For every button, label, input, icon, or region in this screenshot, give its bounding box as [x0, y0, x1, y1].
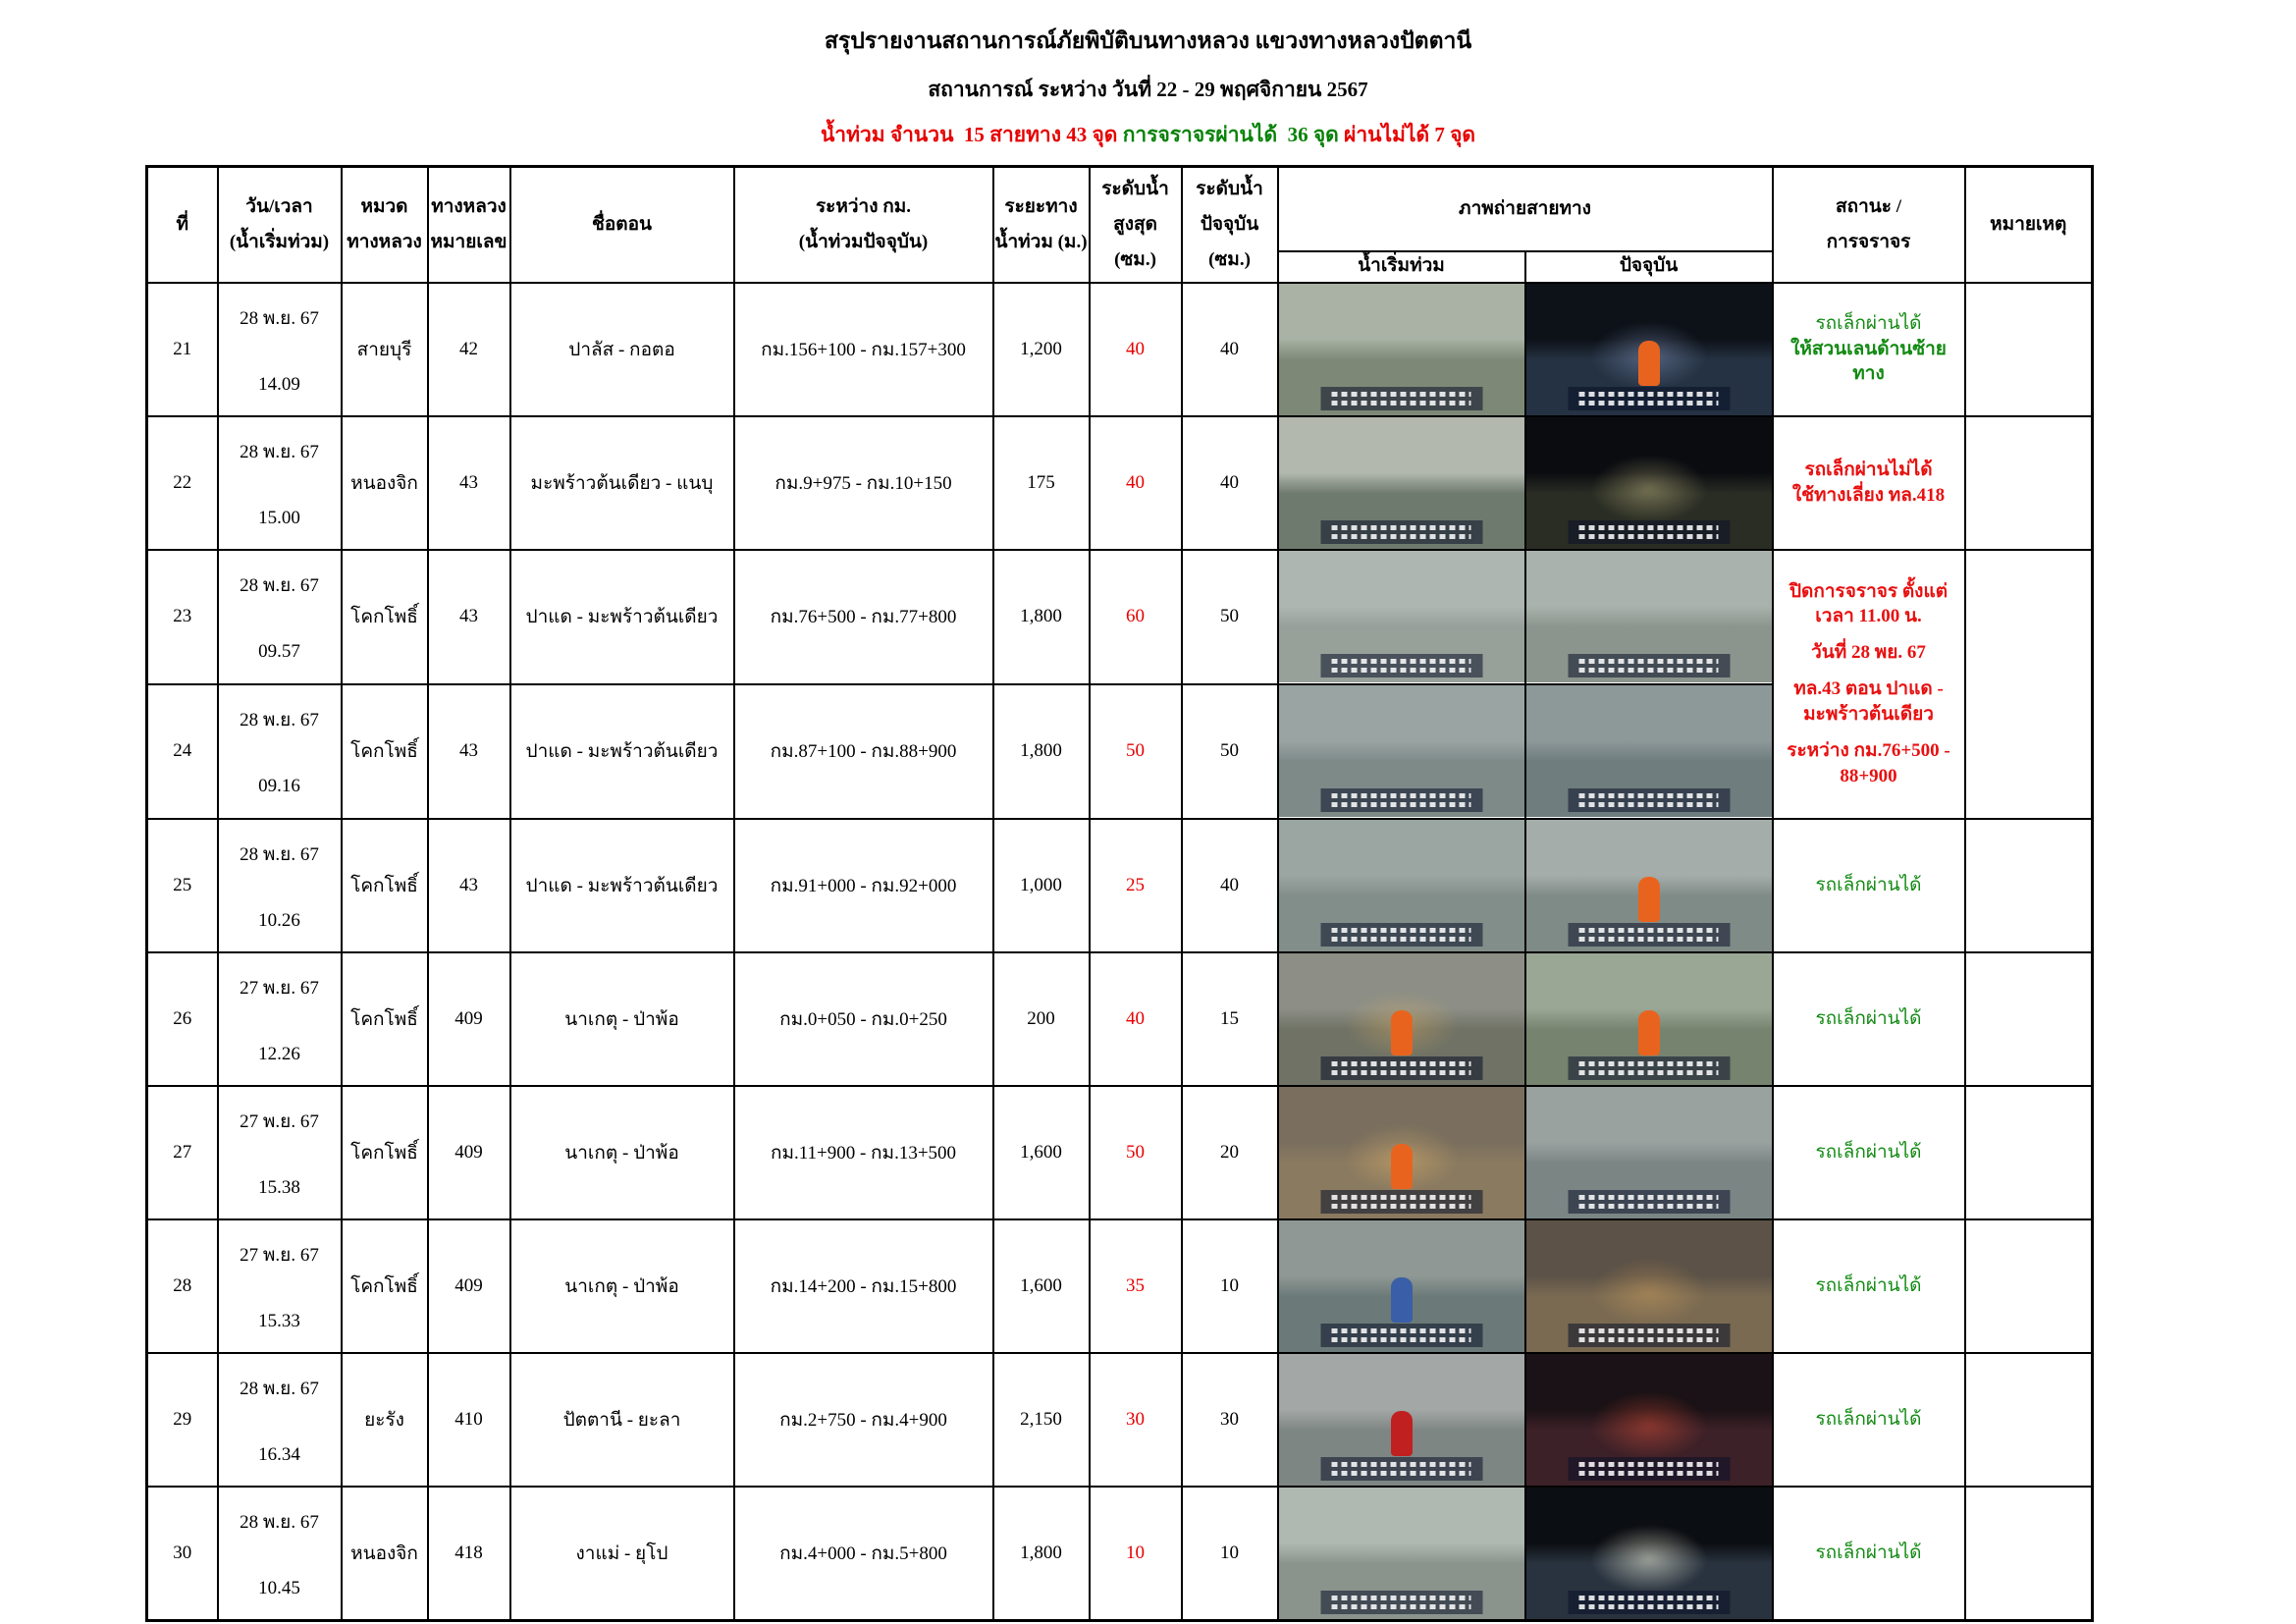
road-photo-current-image: [1526, 953, 1772, 1085]
cell-km-range: กม.2+750 - กม.4+900: [734, 1353, 993, 1487]
road-photo-current-image: [1526, 284, 1772, 415]
road-photo-flood-begin-image: [1279, 1354, 1524, 1486]
datetime-stack: [219, 417, 341, 549]
traffic-status-lines: [1774, 551, 1964, 818]
header-flood-length: ระยะทาง น้ำท่วม (ม.): [993, 167, 1090, 283]
cell-remark: [1965, 416, 2093, 550]
road-photo-current-image: [1526, 820, 1772, 951]
flood-start-date: 28 พ.ย. 67: [240, 1511, 319, 1533]
cell-traffic-status: [1773, 283, 1965, 416]
road-photo-flood-begin-image: [1279, 685, 1524, 817]
road-photo-flood-begin: [1278, 416, 1525, 550]
cell-water-level-max: 30: [1090, 1353, 1182, 1487]
photo-caption-overlay: [1568, 1591, 1730, 1614]
summary-segment: การจราจรผ่านได้ 36 จุด: [1122, 123, 1345, 146]
flood-start-time: 14.09: [258, 373, 300, 395]
traffic-status-lines: [1774, 1256, 1964, 1317]
datetime-stack: [219, 284, 341, 415]
person-figure: [1638, 877, 1660, 922]
cell-water-level-now: 30: [1182, 1353, 1278, 1487]
cell-section-name: นาเกตุ - ป่าพ้อ: [510, 1219, 734, 1353]
road-photo-current-image: [1526, 417, 1772, 549]
cell-flood-length: 1,800: [993, 684, 1090, 819]
report-summary: [0, 119, 2296, 151]
flood-start-time: 09.16: [258, 776, 300, 796]
traffic-status-text: รถเล็กผ่านได้: [1815, 874, 1922, 895]
photo-caption-overlay: [1320, 1324, 1482, 1347]
photo-caption-overlay: [1568, 1056, 1730, 1080]
cell-remark: [1965, 283, 2093, 416]
header-route-number: ทางหลวง หมายเลข: [428, 167, 510, 283]
road-photo-flood-begin: [1278, 1219, 1525, 1353]
report-title: สรุปรายงานสถานการณ์ภัยพิบัติบนทางหลวง แขวงทางหลวงปัตตานี: [824, 28, 1472, 53]
road-photo-flood-begin: [1278, 952, 1525, 1086]
header-photo-begin: น้ำเริ่มท่วม: [1278, 251, 1525, 283]
cell-division: โคกโพธิ์: [342, 819, 428, 952]
road-photo-flood-begin: [1278, 283, 1525, 416]
table-row: [147, 1086, 2093, 1219]
traffic-status-text: ให้สวนเลนด้านซ้ายทาง: [1790, 338, 1947, 385]
cell-traffic-status: [1773, 1219, 1965, 1353]
traffic-status-lines: [1774, 440, 1964, 525]
traffic-status-text: รถเล็กผ่านได้: [1815, 1274, 1922, 1296]
cell-datetime: [218, 1219, 342, 1353]
header-photos: ภาพถ่ายสายทาง: [1278, 167, 1773, 251]
cell-water-level-now: 10: [1182, 1219, 1278, 1353]
cell-traffic-status: [1773, 1353, 1965, 1487]
cell-km-range: กม.9+975 - กม.10+150: [734, 416, 993, 550]
road-photo-current-image: [1526, 1354, 1772, 1486]
cell-section-name: ปาลัส - กอตอ: [510, 283, 734, 416]
cell-no: 27: [147, 1086, 218, 1219]
cell-route-number: 409: [428, 1086, 510, 1219]
cell-section-name: งาแม่ - ยุโป: [510, 1487, 734, 1621]
datetime-stack: [219, 1354, 341, 1486]
cell-route-number: 43: [428, 684, 510, 819]
flood-report-table: [145, 165, 2094, 1622]
cell-no: 26: [147, 952, 218, 1086]
report-header: [0, 0, 2296, 151]
cell-km-range: กม.87+100 - กม.88+900: [734, 684, 993, 819]
photo-caption-overlay: [1568, 788, 1730, 812]
traffic-status-text: รถเล็กผ่านได้: [1815, 313, 1922, 335]
cell-no: 22: [147, 416, 218, 550]
traffic-status-lines: [1774, 1389, 1964, 1450]
road-photo-current: [1525, 283, 1773, 416]
photo-caption-overlay: [1568, 923, 1730, 947]
cell-route-number: 409: [428, 1219, 510, 1353]
datetime-stack: [219, 1488, 341, 1619]
photo-caption-overlay: [1568, 520, 1730, 544]
cell-flood-length: 2,150: [993, 1353, 1090, 1487]
header-remark: หมายเหตุ: [1965, 167, 2093, 283]
cell-section-name: ปาแด - มะพร้าวต้นเดียว: [510, 550, 734, 684]
cell-route-number: 42: [428, 283, 510, 416]
road-photo-current: [1525, 416, 1773, 550]
cell-datetime: [218, 550, 342, 684]
cell-division: ยะรัง: [342, 1353, 428, 1487]
cell-water-level-now: 40: [1182, 416, 1278, 550]
cell-remark: [1965, 1353, 2093, 1487]
cell-water-level-now: 50: [1182, 684, 1278, 819]
flood-start-date: 27 พ.ย. 67: [240, 977, 319, 999]
road-photo-current-image: [1526, 1488, 1772, 1619]
traffic-status-lines: [1774, 855, 1964, 916]
datetime-stack: [219, 685, 341, 817]
cell-datetime: [218, 684, 342, 819]
road-photo-flood-begin-image: [1279, 820, 1524, 951]
road-photo-current-image: [1526, 551, 1772, 682]
table-row: [147, 1219, 2093, 1353]
cell-km-range: กม.76+500 - กม.77+800: [734, 550, 993, 684]
flood-start-date: 28 พ.ย. 67: [240, 710, 319, 731]
datetime-stack: [219, 953, 341, 1085]
cell-datetime: [218, 952, 342, 1086]
table-row: [147, 550, 2093, 684]
table-row: [147, 416, 2093, 550]
flood-start-date: 28 พ.ย. 67: [240, 1378, 319, 1399]
photo-caption-overlay: [1320, 923, 1482, 947]
traffic-status-text: วันที่ 28 พย. 67: [1811, 642, 1926, 664]
cell-flood-length: 175: [993, 416, 1090, 550]
table-row: [147, 1487, 2093, 1621]
traffic-status-text: ปิดการจราจร ตั้งแต่เวลา 11.00 น.: [1789, 580, 1949, 627]
cell-datetime: [218, 283, 342, 416]
traffic-status-text: รถเล็กผ่านได้: [1815, 1007, 1922, 1029]
cell-km-range: กม.156+100 - กม.157+300: [734, 283, 993, 416]
photo-caption-overlay: [1568, 1190, 1730, 1214]
light-glow: [1590, 455, 1708, 523]
table-row: [147, 819, 2093, 952]
cell-water-level-now: 40: [1182, 283, 1278, 416]
cell-km-range: กม.0+050 - กม.0+250: [734, 952, 993, 1086]
traffic-status-text: ใช้ทางเลี่ยง ทล.418: [1791, 484, 1946, 506]
cell-division: โคกโพธิ์: [342, 684, 428, 819]
road-photo-flood-begin-image: [1279, 1220, 1524, 1352]
flood-start-date: 28 พ.ย. 67: [240, 307, 319, 329]
cell-no: 28: [147, 1219, 218, 1353]
road-photo-current-image: [1526, 1220, 1772, 1352]
road-photo-current: [1525, 684, 1773, 819]
cell-flood-length: 1,000: [993, 819, 1090, 952]
cell-division: สายบุรี: [342, 283, 428, 416]
cell-datetime: [218, 1353, 342, 1487]
flood-start-date: 28 พ.ย. 67: [240, 441, 319, 462]
road-photo-current: [1525, 952, 1773, 1086]
flood-start-time: 15.00: [258, 507, 300, 528]
cell-water-level-max: 35: [1090, 1219, 1182, 1353]
summary-segment: น้ำท่วม จำนวน 15 สายทาง 43 จุด: [820, 123, 1123, 146]
cell-remark: [1965, 1086, 2093, 1219]
flood-start-time: 15.33: [258, 1310, 300, 1331]
datetime-stack: [219, 551, 341, 682]
photo-caption-overlay: [1320, 788, 1482, 812]
road-photo-current-image: [1526, 685, 1772, 817]
traffic-status-text: รถเล็กผ่านได้: [1815, 1542, 1922, 1563]
header-traffic-status: สถานะ / การจราจร: [1773, 167, 1965, 283]
cell-section-name: ปาแด - มะพร้าวต้นเดียว: [510, 684, 734, 819]
cell-route-number: 409: [428, 952, 510, 1086]
cell-water-level-max: 50: [1090, 684, 1182, 819]
cell-remark: [1965, 952, 2093, 1086]
flood-start-date: 27 พ.ย. 67: [240, 1244, 319, 1266]
road-photo-current: [1525, 1353, 1773, 1487]
road-photo-flood-begin: [1278, 684, 1525, 819]
cell-section-name: ปัตตานี - ยะลา: [510, 1353, 734, 1487]
person-figure: [1638, 1010, 1660, 1056]
cell-traffic-status: [1773, 952, 1965, 1086]
cell-water-level-now: 10: [1182, 1487, 1278, 1621]
cell-section-name: นาเกตุ - ป่าพ้อ: [510, 1086, 734, 1219]
photo-caption-overlay: [1568, 654, 1730, 677]
traffic-status-lines: [1774, 294, 1964, 405]
header-section-name: ชื่อตอน: [510, 167, 734, 283]
cell-remark: [1965, 819, 2093, 952]
cell-division: หนองจิก: [342, 1487, 428, 1621]
road-photo-current-image: [1526, 1087, 1772, 1218]
cell-remark: [1965, 1219, 2093, 1353]
photo-caption-overlay: [1568, 387, 1730, 410]
cell-km-range: กม.11+900 - กม.13+500: [734, 1086, 993, 1219]
traffic-status-text: รถเล็กผ่านไม่ได้: [1804, 459, 1933, 480]
cell-traffic-status: [1773, 819, 1965, 952]
header-photo-now: ปัจจุบัน: [1525, 251, 1773, 283]
cell-division: โคกโพธิ์: [342, 952, 428, 1086]
flood-start-time: 10.45: [258, 1577, 300, 1598]
flood-start-time: 09.57: [258, 641, 300, 662]
cell-division: โคกโพธิ์: [342, 1086, 428, 1219]
cell-section-name: นาเกตุ - ป่าพ้อ: [510, 952, 734, 1086]
table-header: [147, 167, 2093, 283]
traffic-status-lines: [1774, 1122, 1964, 1183]
cell-water-level-now: 50: [1182, 550, 1278, 684]
table-body: [147, 283, 2093, 1621]
cell-remark: [1965, 550, 2093, 819]
header-datetime: วัน/เวลา (น้ำเริ่มท่วม): [218, 167, 342, 283]
photo-caption-overlay: [1320, 1056, 1482, 1080]
datetime-stack: [219, 820, 341, 951]
road-photo-flood-begin: [1278, 819, 1525, 952]
summary-segment: ผ่านไม่ได้ 7 จุด: [1344, 123, 1476, 146]
cell-route-number: 43: [428, 819, 510, 952]
cell-flood-length: 1,200: [993, 283, 1090, 416]
person-figure: [1638, 341, 1660, 386]
datetime-stack: [219, 1220, 341, 1352]
cell-km-range: กม.14+200 - กม.15+800: [734, 1219, 993, 1353]
road-photo-current: [1525, 1219, 1773, 1353]
road-photo-current: [1525, 819, 1773, 952]
cell-flood-length: 1,800: [993, 1487, 1090, 1621]
flood-start-time: 15.38: [258, 1176, 300, 1198]
table-row: [147, 1353, 2093, 1487]
photo-caption-overlay: [1320, 654, 1482, 677]
cell-no: 30: [147, 1487, 218, 1621]
header-km-range: ระหว่าง กม. (น้ำท่วมปัจจุบัน): [734, 167, 993, 283]
road-photo-current: [1525, 550, 1773, 684]
cell-flood-length: 200: [993, 952, 1090, 1086]
traffic-status-text: ทล.43 ตอน ปาแด - มะพร้าวต้นเดียว: [1793, 678, 1944, 725]
road-photo-flood-begin: [1278, 550, 1525, 684]
light-glow: [1590, 1525, 1708, 1594]
photo-caption-overlay: [1320, 520, 1482, 544]
cell-water-level-max: 40: [1090, 952, 1182, 1086]
cell-route-number: 418: [428, 1487, 510, 1621]
light-glow: [1590, 1391, 1708, 1460]
cell-traffic-status: [1773, 416, 1965, 550]
cell-water-level-now: 20: [1182, 1086, 1278, 1219]
cell-water-level-now: 40: [1182, 819, 1278, 952]
cell-flood-length: 1,600: [993, 1086, 1090, 1219]
header-division: หมวด ทางหลวง: [342, 167, 428, 283]
cell-traffic-status: [1773, 550, 1965, 819]
flood-start-time: 10.26: [258, 909, 300, 931]
photo-caption-overlay: [1320, 1591, 1482, 1614]
traffic-status-text: ระหว่าง กม.76+500 - 88+900: [1787, 739, 1950, 786]
cell-division: โคกโพธิ์: [342, 550, 428, 684]
person-figure: [1391, 1411, 1413, 1456]
photo-caption-overlay: [1320, 1190, 1482, 1214]
photo-caption-overlay: [1568, 1324, 1730, 1347]
flood-start-date: 27 พ.ย. 67: [240, 1110, 319, 1132]
photo-caption-overlay: [1320, 387, 1482, 410]
flood-start-date: 28 พ.ย. 67: [240, 575, 319, 596]
road-photo-flood-begin-image: [1279, 284, 1524, 415]
cell-datetime: [218, 1487, 342, 1621]
cell-water-level-max: 60: [1090, 550, 1182, 684]
report-period: สถานการณ์ ระหว่าง วันที่ 22 - 29 พฤศจิกายน 2567: [928, 78, 1368, 101]
photo-caption-overlay: [1320, 1457, 1482, 1481]
cell-route-number: 43: [428, 416, 510, 550]
cell-water-level-max: 25: [1090, 819, 1182, 952]
cell-no: 23: [147, 550, 218, 684]
cell-water-level-max: 50: [1090, 1086, 1182, 1219]
person-figure: [1391, 1277, 1413, 1323]
road-photo-flood-begin-image: [1279, 1087, 1524, 1218]
cell-section-name: มะพร้าวต้นเดียว - แนบุ: [510, 416, 734, 550]
traffic-status-text: รถเล็กผ่านได้: [1815, 1141, 1922, 1163]
datetime-stack: [219, 1087, 341, 1218]
cell-section-name: ปาแด - มะพร้าวต้นเดียว: [510, 819, 734, 952]
cell-no: 25: [147, 819, 218, 952]
cell-water-level-now: 15: [1182, 952, 1278, 1086]
light-glow: [1590, 1258, 1708, 1326]
flood-start-time: 16.34: [258, 1443, 300, 1465]
cell-route-number: 410: [428, 1353, 510, 1487]
cell-no: 29: [147, 1353, 218, 1487]
header-water-level-now: ระดับน้ำ ปัจจุบัน (ซม.): [1182, 167, 1278, 283]
cell-no: 21: [147, 283, 218, 416]
cell-traffic-status: [1773, 1487, 1965, 1621]
road-photo-flood-begin-image: [1279, 953, 1524, 1085]
flood-start-time: 12.26: [258, 1043, 300, 1064]
cell-route-number: 43: [428, 550, 510, 684]
cell-datetime: [218, 819, 342, 952]
cell-km-range: กม.4+000 - กม.5+800: [734, 1487, 993, 1621]
flood-start-date: 28 พ.ย. 67: [240, 843, 319, 865]
cell-water-level-max: 40: [1090, 416, 1182, 550]
cell-division: หนองจิก: [342, 416, 428, 550]
cell-datetime: [218, 416, 342, 550]
person-figure: [1391, 1144, 1413, 1189]
road-photo-current: [1525, 1487, 1773, 1621]
header-no: ที่: [147, 167, 218, 283]
cell-datetime: [218, 1086, 342, 1219]
table-row: [147, 283, 2093, 416]
traffic-status-lines: [1774, 989, 1964, 1050]
cell-division: โคกโพธิ์: [342, 1219, 428, 1353]
traffic-status-lines: [1774, 1523, 1964, 1584]
road-photo-flood-begin: [1278, 1086, 1525, 1219]
photo-caption-overlay: [1568, 1457, 1730, 1481]
person-figure: [1391, 1010, 1413, 1056]
cell-flood-length: 1,800: [993, 550, 1090, 684]
cell-traffic-status: [1773, 1086, 1965, 1219]
cell-km-range: กม.91+000 - กม.92+000: [734, 819, 993, 952]
cell-water-level-max: 40: [1090, 283, 1182, 416]
cell-no: 24: [147, 684, 218, 819]
road-photo-flood-begin: [1278, 1487, 1525, 1621]
cell-water-level-max: 10: [1090, 1487, 1182, 1621]
road-photo-flood-begin-image: [1279, 551, 1524, 682]
traffic-status-text: รถเล็กผ่านได้: [1815, 1408, 1922, 1430]
road-photo-flood-begin: [1278, 1353, 1525, 1487]
road-photo-current: [1525, 1086, 1773, 1219]
cell-remark: [1965, 1487, 2093, 1621]
table-row: [147, 952, 2093, 1086]
road-photo-flood-begin-image: [1279, 417, 1524, 549]
cell-flood-length: 1,600: [993, 1219, 1090, 1353]
road-photo-flood-begin-image: [1279, 1488, 1524, 1619]
header-water-level-max: ระดับน้ำ สูงสุด (ซม.): [1090, 167, 1182, 283]
